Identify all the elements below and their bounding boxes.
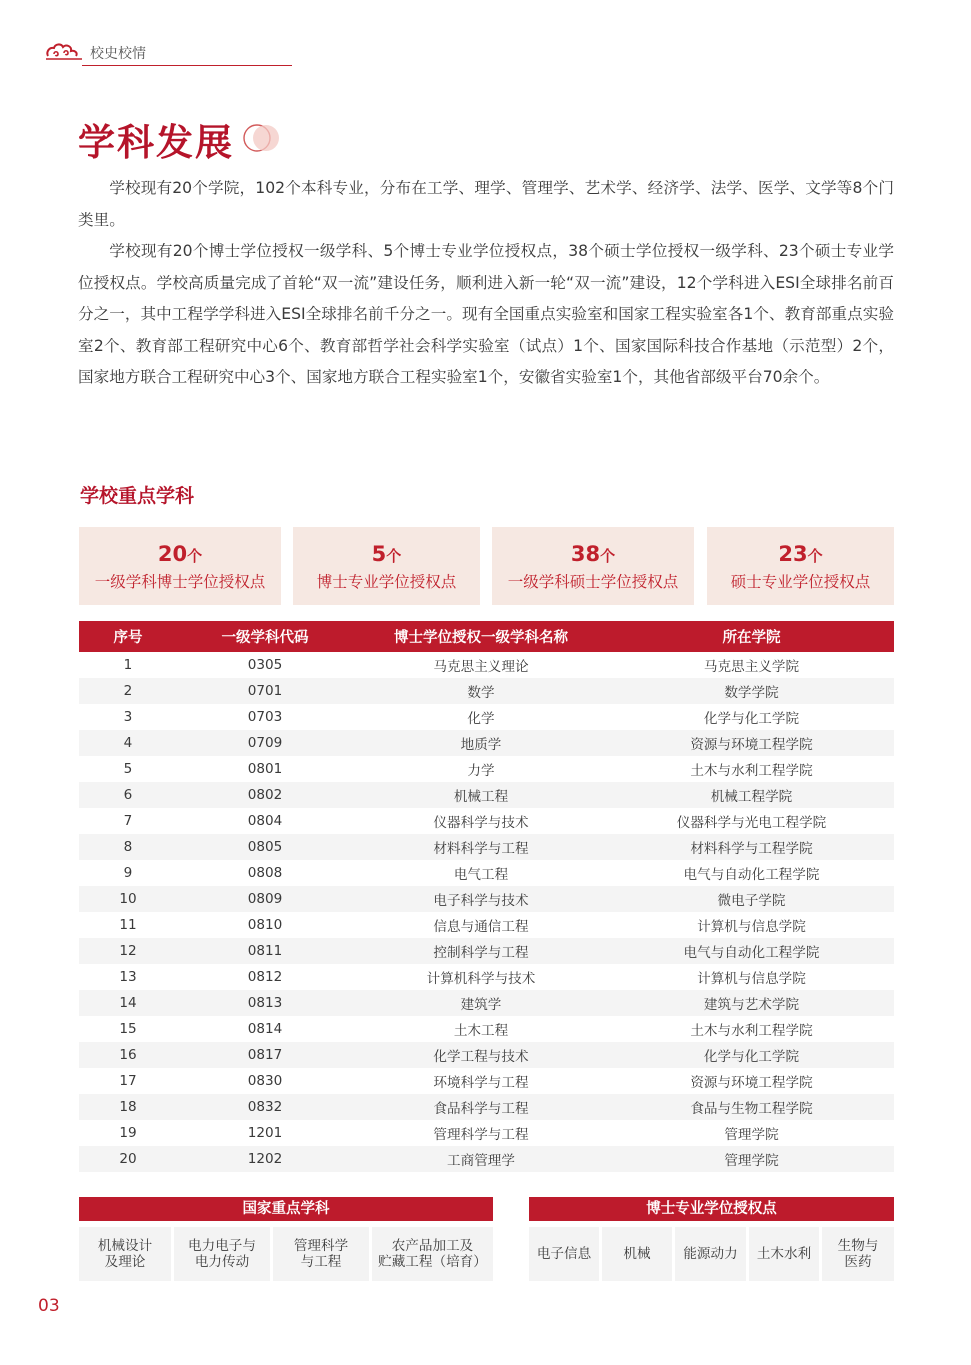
table-cell: 8 — [123, 839, 133, 855]
stat-card — [707, 527, 894, 605]
table-cell: 14 — [119, 995, 137, 1011]
table-cell: 建筑与艺术学院 — [703, 997, 800, 1013]
column-header: 所在学院 — [722, 630, 781, 646]
table-cell: 6 — [123, 787, 133, 803]
table-cell: 工商管理学 — [447, 1153, 515, 1169]
table-row — [79, 860, 894, 886]
table-row — [79, 808, 894, 834]
table-cell: 土木与水利工程学院 — [690, 763, 813, 779]
stat-number: 20个 — [157, 542, 203, 566]
table-cell: 10 — [119, 891, 137, 907]
cloud-ornament-icon — [44, 42, 84, 62]
stat-label: 一级学科博士学位授权点 — [94, 573, 266, 591]
discipline-cell: 机械设计 及理论 — [79, 1227, 171, 1281]
stat-number: 23个 — [778, 542, 823, 566]
table-cell: 化学工程与技术 — [433, 1049, 529, 1065]
table-row — [79, 1016, 894, 1042]
table-cell: 力学 — [467, 763, 495, 779]
table-cell: 土木与水利工程学院 — [690, 1023, 813, 1039]
table-cell: 11 — [119, 917, 137, 933]
table-cell: 资源与环境工程学院 — [690, 737, 813, 753]
table-row — [79, 1068, 894, 1094]
discipline-cell: 农产品加工及 贮藏工程（培育） — [372, 1227, 493, 1281]
table-cell: 化学与化工学院 — [703, 1049, 800, 1065]
table-cell: 0809 — [247, 891, 283, 907]
table-cell: 0817 — [247, 1047, 283, 1063]
table-cell: 9 — [123, 865, 133, 881]
table-row — [79, 964, 894, 990]
table-cell: 化学与化工学院 — [703, 711, 800, 727]
intro-paragraph: 学校现有20个博士学位授权一级学科、5个博士专业学位授权点，38个硕士学位授权一级学科、23个硕士专业学位授权点。学校高质量完成了首轮“双一流”建设任务，顺利进入新一轮“双一流”建设，12个学科进入ESI全球排名前百分之一，其中工程学学科进入ESI全球排名前千分之一。现有全国重点实验室和国家工程实验室各1个、教育部重点实验室2个、教育部工程研究中心6个、教育部哲学社会科学实验室（试点）1个、国家国际科技合作基地（示范型）2个，国家地方联合工程研究中心3个、国家地方联合工程实验室1个，安徽省实验室1个，其他省部级平台70余个。 — [78, 242, 894, 386]
degree-cell: 土木水利 — [749, 1227, 819, 1281]
table-cell: 电气与自动化工程学院 — [683, 867, 820, 883]
degree-cell: 机械 — [602, 1227, 672, 1281]
table-cell: 电气工程 — [453, 867, 509, 883]
section-label: 校史校情 — [90, 46, 146, 62]
table-cell: 材料科学与工程学院 — [690, 841, 813, 857]
header-divider — [82, 65, 292, 67]
table-row — [79, 756, 894, 782]
table-header — [79, 621, 894, 652]
table-body — [79, 652, 894, 1172]
table-cell: 13 — [119, 969, 137, 985]
table-cell: 机械工程学院 — [710, 789, 793, 805]
table-cell: 0305 — [247, 657, 283, 673]
table-cell: 0811 — [247, 943, 283, 959]
table-cell: 0813 — [247, 995, 283, 1011]
box-title: 博士专业学位授权点 — [529, 1197, 894, 1221]
doctoral-professional-degrees — [529, 1197, 894, 1281]
table-cell: 信息与通信工程 — [433, 919, 529, 935]
table-row — [79, 652, 894, 678]
double-circle-ornament-icon — [242, 121, 282, 155]
table-row — [79, 886, 894, 912]
table-cell: 电子科学与技术 — [433, 893, 529, 909]
intro-paragraph: 学校现有20个学院，102个本科专业，分布在工学、理学、管理学、艺术学、经济学、法学、医学、文学等8个门类里。 — [78, 179, 894, 229]
table-cell: 4 — [123, 735, 133, 751]
table-cell: 12 — [119, 943, 137, 959]
table-cell: 管理学院 — [724, 1127, 779, 1143]
discipline-table — [79, 621, 894, 1172]
table-cell: 环境科学与工程 — [433, 1075, 529, 1091]
table-row — [79, 1042, 894, 1068]
table-cell: 地质学 — [460, 737, 502, 753]
stat-card — [293, 527, 480, 605]
table-row — [79, 912, 894, 938]
table-cell: 17 — [119, 1073, 137, 1089]
table-cell: 19 — [119, 1125, 137, 1141]
degree-cell: 生物与 医药 — [822, 1227, 894, 1281]
table-cell: 0808 — [247, 865, 283, 881]
table-cell: 0801 — [247, 761, 283, 777]
table-cell: 马克思主义理论 — [433, 659, 529, 675]
stat-label: 博士专业学位授权点 — [316, 573, 457, 591]
table-cell: 18 — [119, 1099, 137, 1115]
table-cell: 数学学院 — [724, 685, 779, 701]
table-row — [79, 834, 894, 860]
table-cell: 管理科学与工程 — [433, 1127, 529, 1143]
table-cell: 0812 — [247, 969, 283, 985]
table-row — [79, 938, 894, 964]
stat-card — [79, 527, 281, 605]
table-row — [79, 730, 894, 756]
table-cell: 20 — [119, 1151, 137, 1167]
table-cell: 马克思主义学院 — [703, 659, 800, 675]
table-cell: 电气与自动化工程学院 — [683, 945, 820, 961]
table-row — [79, 990, 894, 1016]
stat-label: 一级学科硕士学位授权点 — [507, 573, 679, 591]
table-cell: 建筑学 — [460, 997, 502, 1013]
table-cell: 机械工程 — [453, 789, 509, 805]
page-number: 03 — [38, 1296, 60, 1316]
table-cell: 管理学院 — [724, 1153, 779, 1169]
table-cell: 0804 — [247, 813, 283, 829]
table-cell: 控制科学与工程 — [433, 945, 529, 961]
table-cell: 仪器科学与技术 — [433, 815, 529, 831]
table-row — [79, 678, 894, 704]
table-row — [79, 1094, 894, 1120]
discipline-cell: 管理科学 与工程 — [273, 1227, 369, 1281]
degree-cell: 电子信息 — [529, 1227, 599, 1281]
intro-text — [78, 173, 894, 394]
table-cell: 0701 — [247, 683, 283, 699]
table-cell: 0810 — [247, 917, 283, 933]
table-row — [79, 1120, 894, 1146]
table-cell: 计算机与信息学院 — [697, 919, 806, 935]
degree-cell: 能源动力 — [675, 1227, 746, 1281]
stat-label: 硕士专业学位授权点 — [730, 573, 871, 591]
table-cell: 7 — [123, 813, 133, 829]
table-cell: 1202 — [247, 1151, 283, 1167]
table-cell: 化学 — [467, 711, 495, 727]
table-cell: 资源与环境工程学院 — [690, 1075, 813, 1091]
table-cell: 5 — [123, 761, 133, 777]
stat-number: 38个 — [570, 542, 616, 566]
table-cell: 0805 — [247, 839, 283, 855]
table-cell: 0830 — [247, 1073, 283, 1089]
page-header — [44, 40, 292, 66]
table-cell: 材料科学与工程 — [433, 841, 529, 857]
table-cell: 1 — [123, 657, 133, 673]
table-cell: 计算机科学与技术 — [426, 971, 536, 987]
table-cell: 0703 — [247, 709, 283, 725]
section-subtitle: 学校重点学科 — [80, 485, 195, 507]
table-cell: 计算机与信息学院 — [697, 971, 806, 987]
table-cell: 16 — [119, 1047, 137, 1063]
table-cell: 食品与生物工程学院 — [690, 1101, 813, 1117]
table-cell: 数学 — [467, 685, 495, 701]
table-cell: 1201 — [247, 1125, 283, 1141]
table-cell: 0814 — [247, 1021, 283, 1037]
table-cell: 15 — [119, 1021, 137, 1037]
column-header: 一级学科代码 — [221, 630, 309, 646]
table-cell: 土木工程 — [453, 1023, 509, 1039]
stat-card — [492, 527, 694, 605]
page-title: 学科发展 — [78, 121, 234, 164]
table-row — [79, 704, 894, 730]
stat-number: 5个 — [371, 542, 402, 566]
table-row — [79, 1146, 894, 1172]
table-cell: 0802 — [247, 787, 283, 803]
column-header: 序号 — [113, 630, 143, 646]
national-key-disciplines — [79, 1197, 493, 1281]
table-cell: 0709 — [247, 735, 283, 751]
table-cell: 2 — [123, 683, 133, 699]
table-cell: 3 — [123, 709, 133, 725]
table-row — [79, 782, 894, 808]
column-header: 博士学位授权一级学科名称 — [394, 630, 568, 646]
table-cell: 0832 — [247, 1099, 283, 1115]
discipline-cell: 电力电子与 电力传动 — [174, 1227, 270, 1281]
table-cell: 微电子学院 — [717, 893, 786, 909]
box-title: 国家重点学科 — [79, 1197, 493, 1221]
table-cell: 仪器科学与光电工程学院 — [676, 815, 827, 831]
table-cell: 食品科学与工程 — [433, 1101, 529, 1117]
